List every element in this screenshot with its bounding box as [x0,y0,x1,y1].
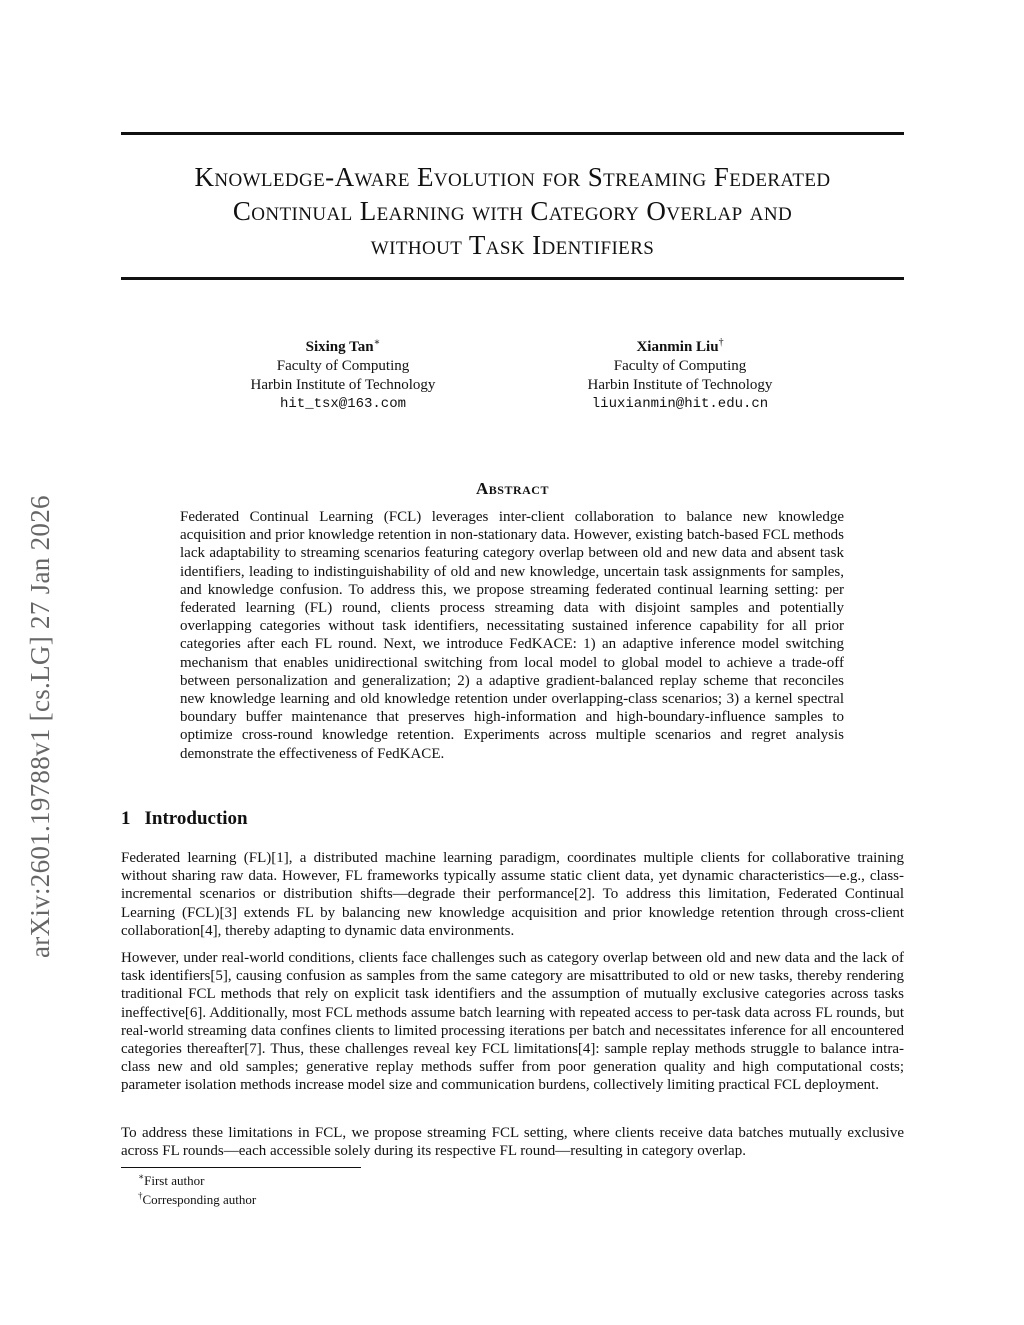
footnote-text: Corresponding author [142,1192,257,1207]
section-number: 1 [121,808,131,829]
abstract-heading: Abstract [476,479,549,498]
title-line-3: without Task Identifiers [370,230,655,260]
author-name: Sixing Tan [305,339,374,355]
author-institution: Harbin Institute of Technology [250,377,436,393]
footnote-corresponding-author [138,1192,256,1208]
author-footnote-mark: ∗ [373,337,381,348]
paper-title [121,160,904,262]
abstract-text: Federated Continual Learning (FCL) leverages inter-client collaboration to balance new knowledge acquisition and prior knowledge retention in non-stationary data. However, existing batch-based FCL methods lack adaptability to streaming scenarios featuring category overlap between old and new data and absent task identifiers, leading to indistinguishability of old and new knowledge, uncertain task assignments for samples, and knowledge confusion. To address this, we propose streaming federated continual learning setting: per federated learning (FL) round, clients process streaming data with disjoint samples and potentially overlapping categories without task identifiers, necessitating sustained inference capability for all prior categories after each FL round. Next, we introduce FedKACE: 1) an adaptive inference model switching mechanism that enables unidirectional switching from local model to global model to achieve a trade-off between personalization and generalization; 2) a adaptive gradient-balanced replay scheme that reconciles new knowledge learning and old knowledge retention under overlapping-class scenarios; 3) a kernel spectral boundary buffer maintenance that preserves high-information and high-boundary-influence samples to optimize cross-round knowledge retention. Experiments across multiple scenarios and regret analysis demonstrate the effectiveness of FedKACE. [180,509,844,762]
title-line-2: Continual Learning with Category Overlap and [232,196,793,226]
author-institution: Harbin Institute of Technology [587,377,773,393]
author-affiliation: Faculty of Computing [276,358,410,374]
author-footnote-mark: † [718,337,724,348]
footnote-mark: † [138,1190,143,1201]
title-rule-top [121,132,904,135]
footnote-text: First author [144,1173,205,1188]
intro-paragraph-3: To address these limitations in FCL, we propose streaming FCL setting, where clients receive data batches mutually exclusive across FL rounds—each accessible solely during its respective FL round—resulting in category overlap. [121,1125,904,1160]
section-heading-introduction [121,808,248,830]
arxiv-identifier-stamp: arXiv:2601.19788v1 [cs.LG] 27 Jan 2026 [25,495,55,958]
author-block-2 [530,338,830,414]
author-email: hit_tsx@163.com [279,396,407,412]
footnote-rule [121,1167,361,1168]
intro-paragraph-1: Federated learning (FL)[1], a distributed machine learning paradigm, coordinates multiple clients for collaborative training without sharing raw data. However, FL frameworks typically assume static client data, yet dynamic characteristics—e.g., class-incremental scenarios or distribution shifts—degrade their performance[2]. To address this limitation, Federated Continual Learning (FCL)[3] extends FL by balancing new knowledge acquisition and prior knowledge retention through cross-client collaboration[4], thereby adapting to dynamic data environments. [121,850,904,939]
author-name: Xianmin Liu [636,339,719,355]
title-rule-bottom [121,277,904,280]
section-title: Introduction [144,808,248,829]
footnote-first-author [138,1173,204,1189]
author-affiliation: Faculty of Computing [613,358,747,374]
title-line-1: Knowledge-Aware Evolution for Streaming Federated [194,162,831,192]
author-block-1 [193,338,493,414]
intro-paragraph-2: However, under real-world conditions, clients face challenges such as category overlap between old and new data and the lack of task identifiers[5], causing confusion as samples from the same category are misattributed to old or new tasks, thereby rendering traditional FCL methods that rely on explicit task identifiers and the assumption of mutually exclusive categories across tasks ineffective[6]. Additionally, most FCL methods assume batch learning with repeated access to per-task data across FL rounds, but real-world streaming data confines clients to limited processing iterations per batch and necessitates inference for all encountered categories thereafter[7]. Thus, these challenges reveal key FCL limitations[4]: sample replay methods struggle to balance intra-class new and old samples; generative replay methods suffer from poor generation quality and high computational costs; parameter isolation methods increase model size and communication burdens, collectively limiting practical FCL deployment. [121,950,904,1094]
footnote-mark: ∗ [138,1171,145,1182]
author-email: liuxianmin@hit.edu.cn [591,396,769,412]
